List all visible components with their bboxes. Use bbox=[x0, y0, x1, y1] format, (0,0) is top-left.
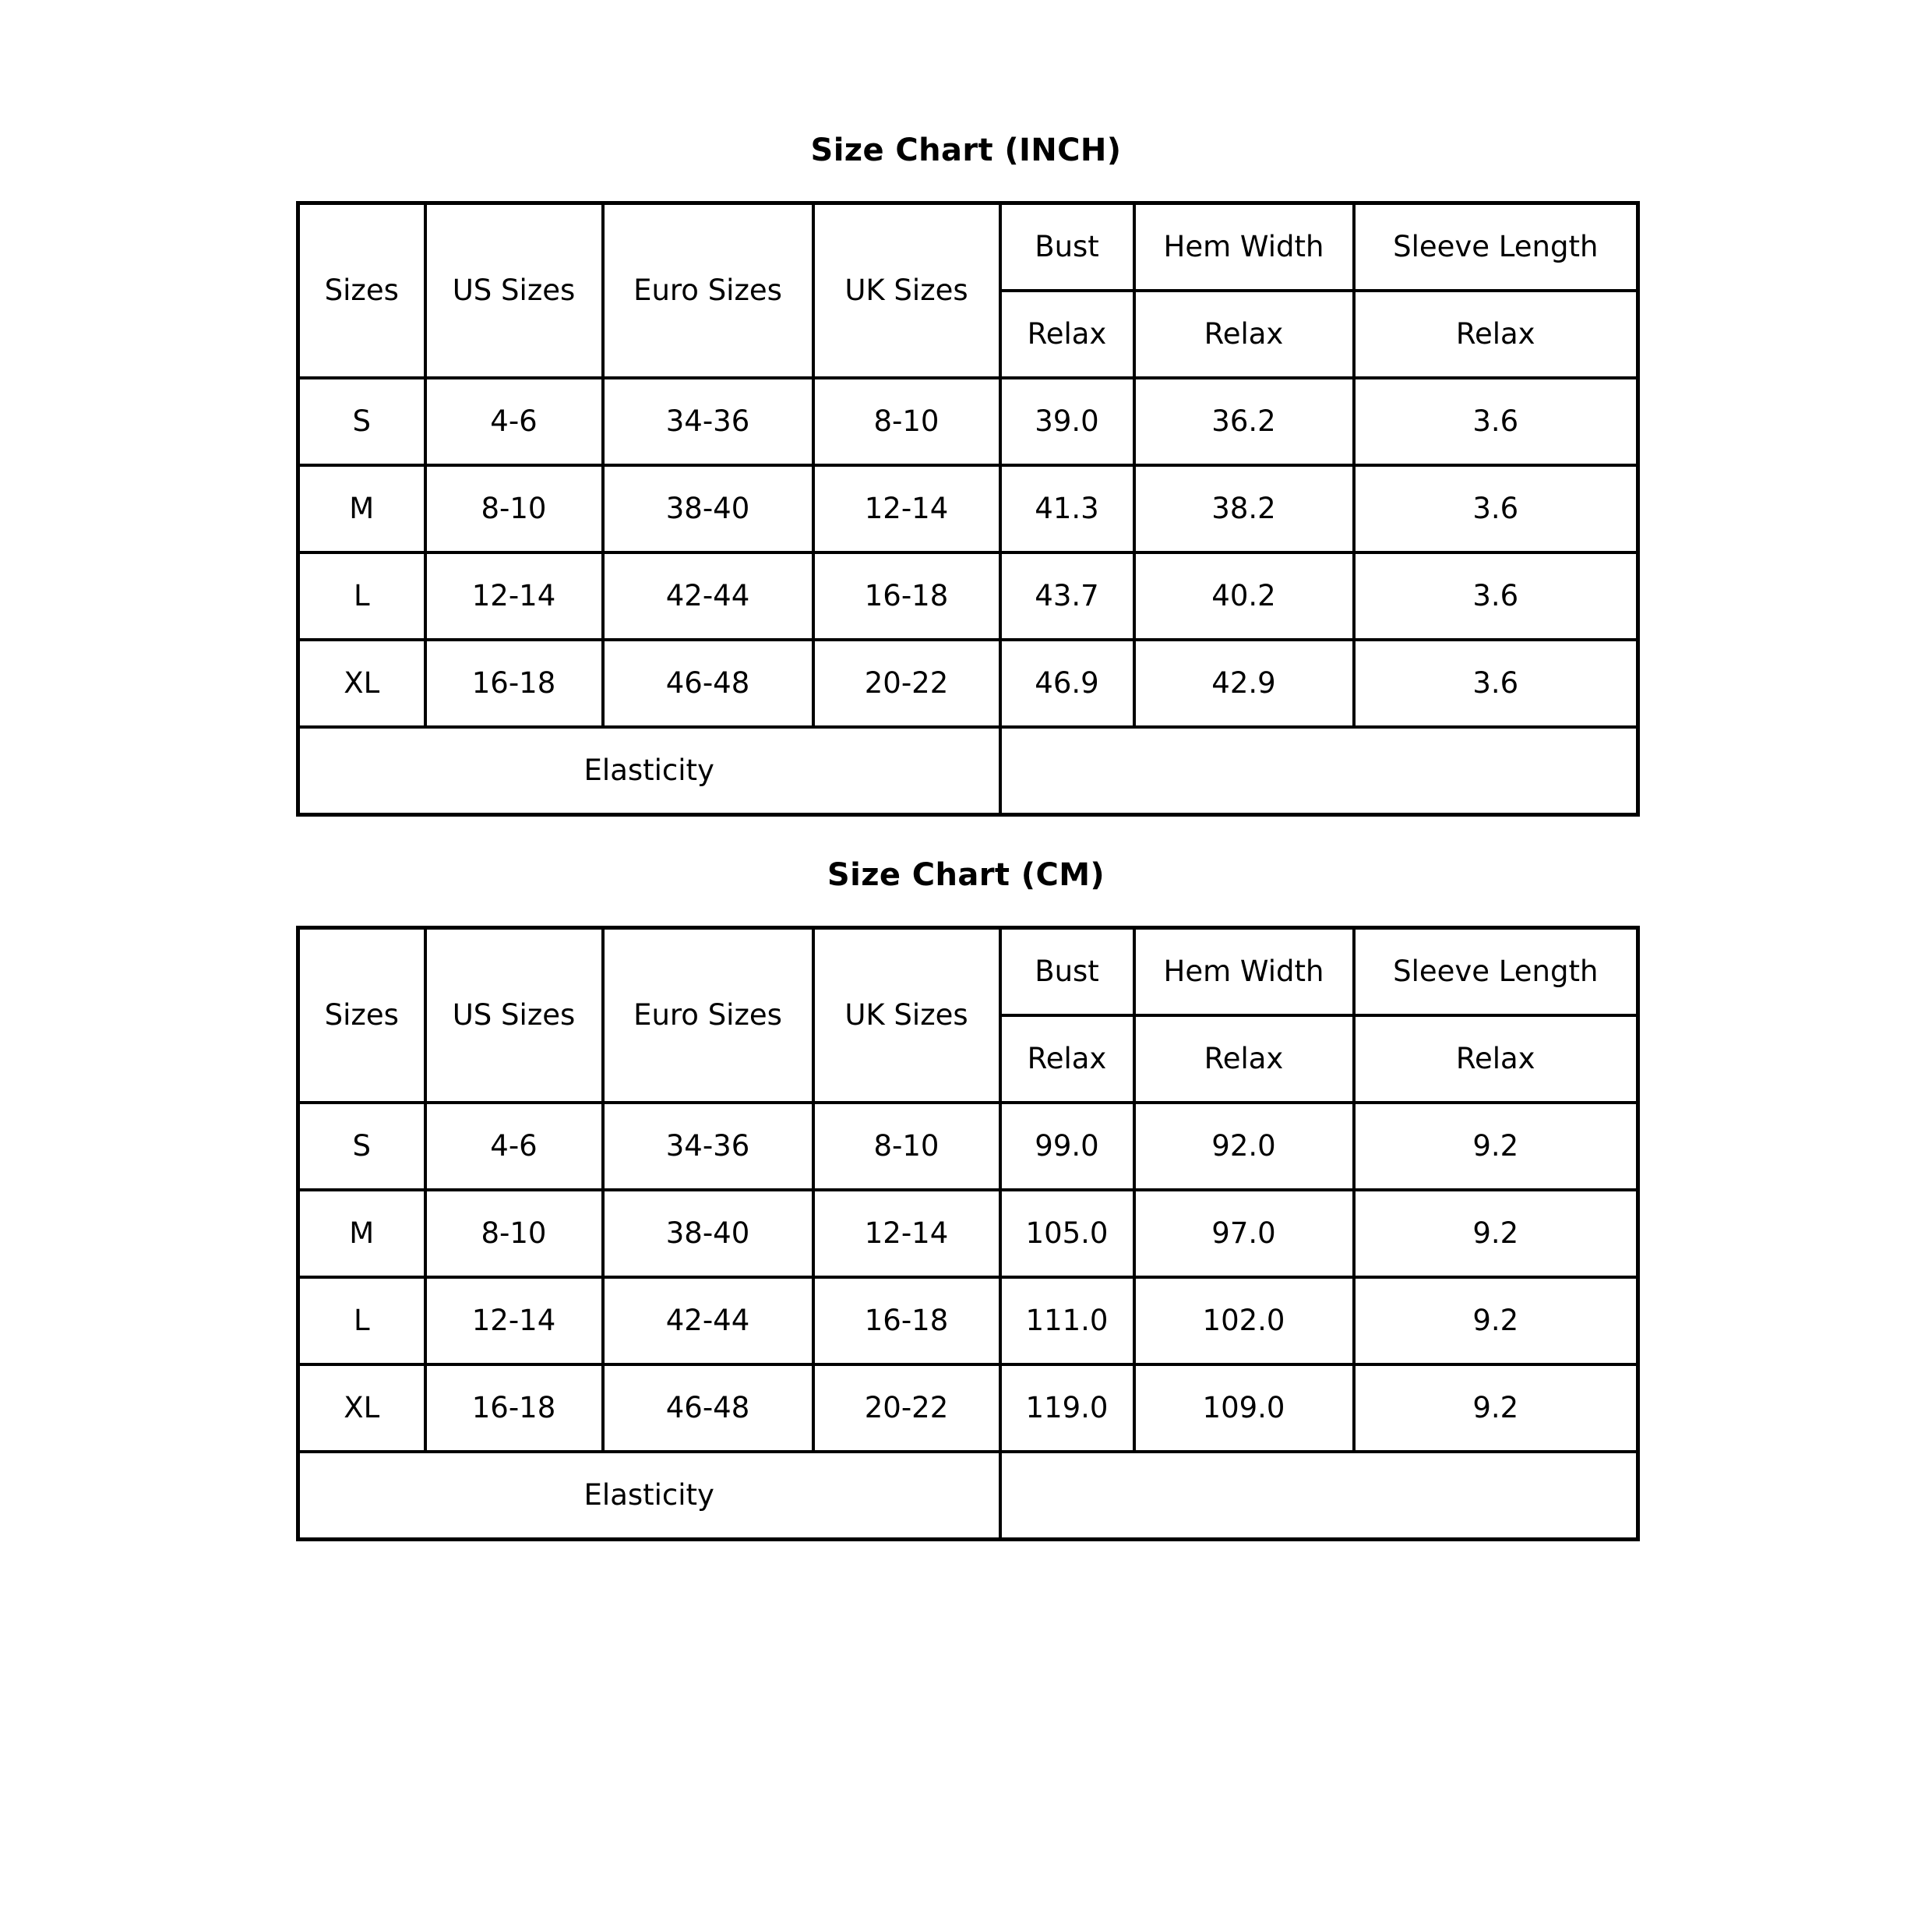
cell-bust: 43.7 bbox=[1000, 552, 1134, 640]
cell-hem-width: 102.0 bbox=[1134, 1277, 1354, 1364]
cell-euro-size: 46-48 bbox=[603, 640, 813, 727]
cell-hem-width: 38.2 bbox=[1134, 465, 1354, 552]
cell-us-size: 16-18 bbox=[425, 640, 603, 727]
footer-elasticity-value bbox=[1000, 727, 1638, 815]
table-row bbox=[298, 1364, 1638, 1452]
cell-sleeve-length: 3.6 bbox=[1354, 465, 1638, 552]
column-header-us-sizes: US Sizes bbox=[425, 928, 603, 1103]
cell-euro-size: 34-36 bbox=[603, 378, 813, 465]
cell-size: L bbox=[298, 1277, 425, 1364]
footer-elasticity-label: Elasticity bbox=[298, 727, 1000, 815]
cell-bust: 119.0 bbox=[1000, 1364, 1134, 1452]
cell-sleeve-length: 9.2 bbox=[1354, 1277, 1638, 1364]
page-title-cm: Size Chart (CM) bbox=[827, 857, 1105, 893]
cell-sleeve-length: 9.2 bbox=[1354, 1103, 1638, 1190]
footer-elasticity-label: Elasticity bbox=[298, 1452, 1000, 1540]
cell-uk-size: 16-18 bbox=[813, 552, 1000, 640]
cell-us-size: 12-14 bbox=[425, 552, 603, 640]
cell-uk-size: 8-10 bbox=[813, 378, 1000, 465]
cell-euro-size: 42-44 bbox=[603, 1277, 813, 1364]
cell-uk-size: 20-22 bbox=[813, 1364, 1000, 1452]
subheader-hem-relax: Relax bbox=[1134, 291, 1354, 378]
column-header-uk-sizes: UK Sizes bbox=[813, 203, 1000, 379]
cell-size: L bbox=[298, 552, 425, 640]
table-wrapper-cm bbox=[296, 926, 1636, 1541]
cell-us-size: 8-10 bbox=[425, 465, 603, 552]
table-row bbox=[298, 1103, 1638, 1190]
table-row bbox=[298, 465, 1638, 552]
column-header-hem-width: Hem Width bbox=[1134, 928, 1354, 1016]
cell-bust: 41.3 bbox=[1000, 465, 1134, 552]
size-table-cm bbox=[296, 926, 1640, 1541]
cell-size: S bbox=[298, 1103, 425, 1190]
page-title-inch: Size Chart (INCH) bbox=[810, 132, 1122, 168]
subheader-bust-relax: Relax bbox=[1000, 291, 1134, 378]
column-header-sizes: Sizes bbox=[298, 928, 425, 1103]
table-header-row bbox=[298, 928, 1638, 1016]
cell-uk-size: 12-14 bbox=[813, 1190, 1000, 1277]
column-header-euro-sizes: Euro Sizes bbox=[603, 928, 813, 1103]
cell-size: M bbox=[298, 465, 425, 552]
cell-bust: 111.0 bbox=[1000, 1277, 1134, 1364]
cell-us-size: 4-6 bbox=[425, 378, 603, 465]
cell-bust: 99.0 bbox=[1000, 1103, 1134, 1190]
column-header-sleeve-length: Sleeve Length bbox=[1354, 928, 1638, 1016]
cell-bust: 105.0 bbox=[1000, 1190, 1134, 1277]
cell-sleeve-length: 9.2 bbox=[1354, 1364, 1638, 1452]
cell-uk-size: 12-14 bbox=[813, 465, 1000, 552]
column-header-bust: Bust bbox=[1000, 203, 1134, 291]
cell-size: S bbox=[298, 378, 425, 465]
cell-size: XL bbox=[298, 1364, 425, 1452]
cell-us-size: 8-10 bbox=[425, 1190, 603, 1277]
cell-hem-width: 92.0 bbox=[1134, 1103, 1354, 1190]
table-footer-row bbox=[298, 727, 1638, 815]
column-header-sizes: Sizes bbox=[298, 203, 425, 379]
column-header-hem-width: Hem Width bbox=[1134, 203, 1354, 291]
cell-euro-size: 46-48 bbox=[603, 1364, 813, 1452]
size-chart-cm bbox=[0, 857, 1932, 1541]
cell-uk-size: 20-22 bbox=[813, 640, 1000, 727]
cell-uk-size: 8-10 bbox=[813, 1103, 1000, 1190]
table-row bbox=[298, 1190, 1638, 1277]
cell-euro-size: 38-40 bbox=[603, 1190, 813, 1277]
size-chart-inch bbox=[0, 132, 1932, 817]
subheader-sleeve-relax: Relax bbox=[1354, 1015, 1638, 1103]
column-header-us-sizes: US Sizes bbox=[425, 203, 603, 379]
cell-size: M bbox=[298, 1190, 425, 1277]
table-row bbox=[298, 1277, 1638, 1364]
column-header-uk-sizes: UK Sizes bbox=[813, 928, 1000, 1103]
cell-sleeve-length: 3.6 bbox=[1354, 552, 1638, 640]
cell-hem-width: 97.0 bbox=[1134, 1190, 1354, 1277]
cell-hem-width: 36.2 bbox=[1134, 378, 1354, 465]
table-row bbox=[298, 640, 1638, 727]
cell-hem-width: 40.2 bbox=[1134, 552, 1354, 640]
cell-sleeve-length: 3.6 bbox=[1354, 378, 1638, 465]
cell-us-size: 12-14 bbox=[425, 1277, 603, 1364]
table-header-row bbox=[298, 203, 1638, 291]
table-wrapper-inch bbox=[296, 201, 1636, 817]
cell-euro-size: 34-36 bbox=[603, 1103, 813, 1190]
table-row bbox=[298, 378, 1638, 465]
size-table-inch bbox=[296, 201, 1640, 817]
column-header-sleeve-length: Sleeve Length bbox=[1354, 203, 1638, 291]
subheader-bust-relax: Relax bbox=[1000, 1015, 1134, 1103]
column-header-bust: Bust bbox=[1000, 928, 1134, 1016]
cell-hem-width: 42.9 bbox=[1134, 640, 1354, 727]
subheader-sleeve-relax: Relax bbox=[1354, 291, 1638, 378]
table-footer-row bbox=[298, 1452, 1638, 1540]
cell-sleeve-length: 9.2 bbox=[1354, 1190, 1638, 1277]
footer-elasticity-value bbox=[1000, 1452, 1638, 1540]
column-header-euro-sizes: Euro Sizes bbox=[603, 203, 813, 379]
cell-uk-size: 16-18 bbox=[813, 1277, 1000, 1364]
table-row bbox=[298, 552, 1638, 640]
cell-sleeve-length: 3.6 bbox=[1354, 640, 1638, 727]
cell-euro-size: 42-44 bbox=[603, 552, 813, 640]
cell-euro-size: 38-40 bbox=[603, 465, 813, 552]
cell-bust: 39.0 bbox=[1000, 378, 1134, 465]
cell-us-size: 4-6 bbox=[425, 1103, 603, 1190]
cell-us-size: 16-18 bbox=[425, 1364, 603, 1452]
cell-bust: 46.9 bbox=[1000, 640, 1134, 727]
subheader-hem-relax: Relax bbox=[1134, 1015, 1354, 1103]
cell-size: XL bbox=[298, 640, 425, 727]
cell-hem-width: 109.0 bbox=[1134, 1364, 1354, 1452]
